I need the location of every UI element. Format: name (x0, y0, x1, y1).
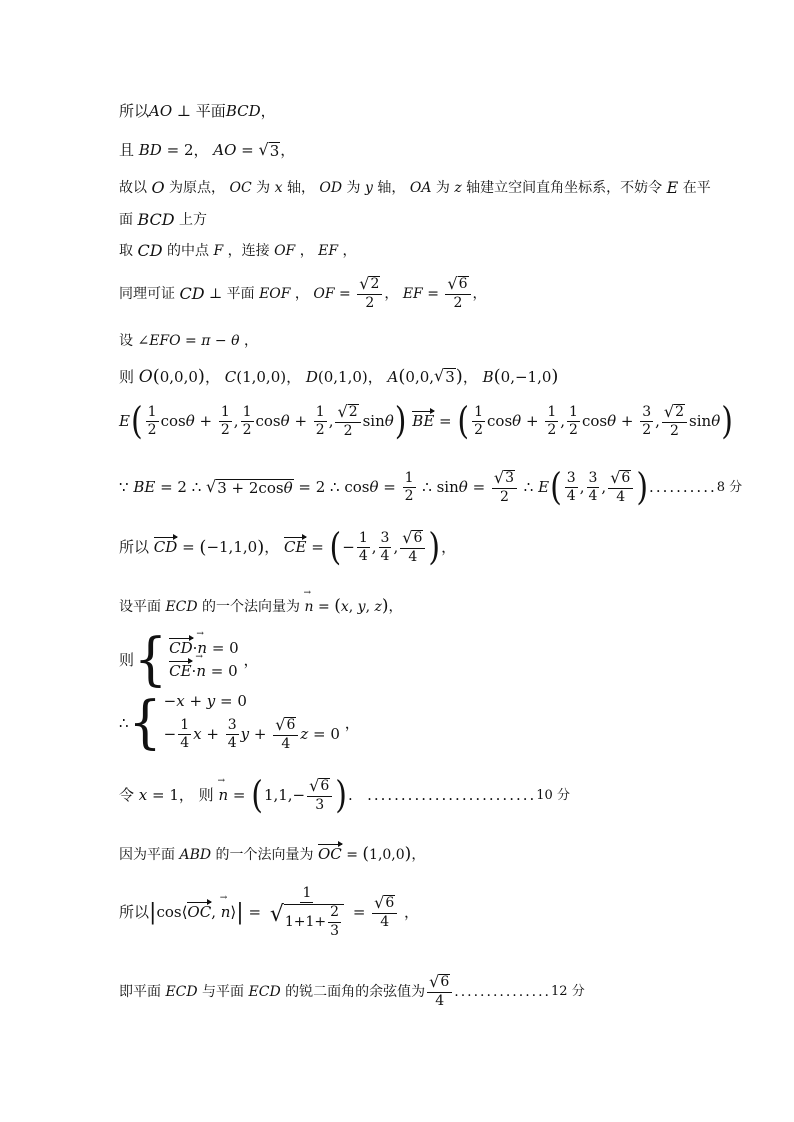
line-10: 所以 CD = ( −1,1,0 ) ， CE = ( − $\frac{1}{4}$ , $\frac{3}{4}$ , √ 6 4 ) ， (119, 525, 457, 570)
line-6: 设 ∠ EFO = π − θ ， (119, 333, 258, 349)
score-8: 8 分 (716, 480, 743, 496)
line-11: 设平面 ECD 的一个法向量为 → n = ( x , y , z ) ， (119, 598, 403, 615)
score-12: 12 分 (551, 984, 585, 1000)
line-2: 且 BD = 2， AO = √ 3 ， (119, 140, 296, 160)
line-15: 因为平面 ABD 的一个法向量为 OC = ( 1,0,0 ) ， (119, 844, 426, 864)
line-5: 同理可证 CD ⊥ 平面 EOF ， OF = √ 2 2 ， EF = √ 6 2 ， (119, 274, 487, 312)
line-13: ∴ { −x + y = 0 − $\frac{1}{4}$ x + $\frac{3}{4}$ y + √ 6 4 z = 0 ， (119, 690, 360, 757)
line-17: 即平面 ECD 与平面 ECD 的锐二面角的余弦值为 √ 6 4 ............... 12 分 (119, 972, 585, 1010)
line-3a: 故以 O 为原点， OC 为 x 轴， OD 为 y 轴， OA 为 z 轴建立空间直角坐标系，不妨令 E 在平 (119, 178, 711, 197)
line-12: 则 { CD·→ n = 0 CE·→ n = 0 ， (119, 634, 259, 686)
line-8: E ( $\frac{1}{2}$ cos θ + $\frac{1}{2}$ , $\frac{1}{2}$ cos θ + $\frac{1}{2}$ , √ 2 2 sin θ ) BE = ( $\frac{1}{2}$ cos θ + $\frac{1}{2}$ , $\frac{1}{2}$ cos θ + $\frac{3}{2}$ , √ 2 2 sin θ ) (119, 399, 733, 444)
line-7: 则 O ( 0,0,0 ) ， C (1,0,0)， D (0,1,0)， A ( 0,0, √ 3 ) ， B ( 0,−1,0 ) (119, 366, 559, 387)
line-4: 取 CD 的中点 F ，连接 OF ， EF ， (119, 241, 357, 260)
line-3b: 面 BCD 上方 (119, 210, 208, 229)
line-1: 所以 AO ⊥ 平面 BCD ， (119, 102, 276, 120)
line-14: 令 x = 1， 则 → n = ( 1,1,− √ 6 3 ) . ......................... 10 分 (119, 778, 570, 814)
line-16: 所以 | cos⟨ OC , → n ⟩ | = 1 √ 1+1+ $\frac{2}{3}$ = √ 6 4 ， (119, 886, 419, 939)
score-10: 10 分 (536, 788, 570, 804)
line-9: ∵ BE = 2 ∴ √ 3 + 2cosθ = 2 ∴ cos θ = $\frac{1}{2}$ ∴ sin θ = √ 3 2 ∴ E ( $\frac{3}{4}$ , $\frac{3}{4}$ , √ 6 4 ) .......... 8 分 (119, 465, 743, 510)
